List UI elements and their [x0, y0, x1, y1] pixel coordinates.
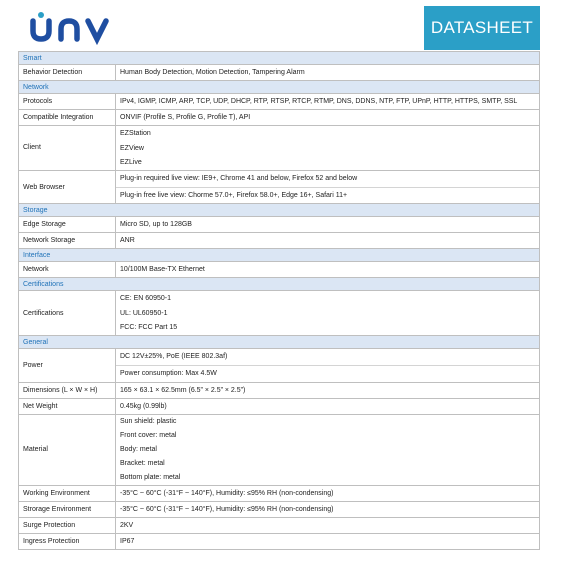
spec-value-list	[116, 349, 540, 383]
section-title: Storage	[19, 204, 540, 217]
spec-value: 165 × 63.1 × 62.5mm (6.5” × 2.5” × 2.5”)	[116, 382, 540, 398]
unv-logo	[28, 10, 114, 46]
table-row	[19, 533, 540, 549]
table-row	[19, 291, 540, 336]
spec-value: Bottom plate: metal	[120, 473, 181, 481]
spec-label: Power	[19, 349, 116, 383]
table-row	[19, 262, 540, 278]
spec-value: IP67	[116, 533, 540, 549]
spec-value: Sun shield: plastic	[120, 417, 177, 425]
spec-value: DC 12V±25%, PoE (IEEE 802.3af)	[120, 353, 228, 361]
spec-value: Front cover: metal	[120, 431, 177, 439]
spec-label: Web Browser	[19, 170, 116, 204]
section-title: Certifications	[19, 278, 540, 291]
spec-label: Protocols	[19, 94, 116, 110]
spec-value: Micro SD, up to 128GB	[116, 217, 540, 233]
table-row	[19, 94, 540, 110]
spec-value: -35°C ~ 60°C (-31°F ~ 140°F), Humidity: ≤95% RH (non-condensing)	[116, 501, 540, 517]
spec-value: 2KV	[116, 517, 540, 533]
table-row	[19, 110, 540, 126]
table-row	[19, 485, 540, 501]
spec-value: EZView	[120, 144, 144, 152]
table-row	[19, 382, 540, 398]
spec-value: ONVIF (Profile S, Profile G, Profile T), API	[116, 110, 540, 126]
spec-label: Network	[19, 262, 116, 278]
spec-label: Dimensions (L × W × H)	[19, 382, 116, 398]
spec-value: 10/100M Base-TX Ethernet	[116, 262, 540, 278]
section-storage	[19, 204, 540, 217]
spec-value: ANR	[116, 233, 540, 249]
spec-value: 0.45kg (0.99lb)	[116, 398, 540, 414]
spec-label: Certifications	[19, 291, 116, 336]
table-row	[19, 501, 540, 517]
spec-label: Network Storage	[19, 233, 116, 249]
spec-value-list	[116, 414, 540, 485]
section-interface	[19, 249, 540, 262]
table-row	[19, 126, 540, 171]
datasheet-title: DATASHEET	[424, 6, 540, 50]
spec-label: Material	[19, 414, 116, 485]
table-row	[19, 170, 540, 204]
table-row	[19, 398, 540, 414]
spec-value: Plug-in free live view: Chorme 57.0+, Firefox 58.0+, Edge 16+, Safari 11+	[116, 187, 539, 204]
spec-value-list	[116, 170, 540, 204]
spec-value: -35°C ~ 60°C (-31°F ~ 140°F), Humidity: ≤95% RH (non-condensing)	[116, 485, 540, 501]
spec-value: Power consumption: Max 4.5W	[116, 365, 539, 382]
spec-value: UL: UL60950-1	[120, 310, 168, 318]
spec-value: Human Body Detection, Motion Detection, Tampering Alarm	[116, 65, 540, 81]
spec-value: FCC: FCC Part 15	[120, 324, 178, 332]
section-general	[19, 336, 540, 349]
spec-value: Bracket: metal	[120, 459, 165, 467]
section-network	[19, 81, 540, 94]
spec-value: Plug-in required live view: IE9+, Chrome 41 and below, Firefox 52 and below	[120, 174, 358, 182]
spec-label: Edge Storage	[19, 217, 116, 233]
table-row	[19, 349, 540, 383]
spec-label: Behavior Detection	[19, 65, 116, 81]
table-row	[19, 414, 540, 485]
spec-table	[18, 51, 540, 550]
unv-logo-mark	[28, 11, 114, 45]
spec-value: EZLive	[120, 158, 142, 166]
section-title: General	[19, 336, 540, 349]
spec-label: Compatible Integration	[19, 110, 116, 126]
spec-label: Ingress Protection	[19, 533, 116, 549]
spec-label: Client	[19, 126, 116, 171]
section-title: Smart	[19, 52, 540, 65]
spec-label: Working Environment	[19, 485, 116, 501]
spec-value: EZStation	[120, 130, 151, 137]
spec-value-list	[116, 291, 540, 336]
section-title: Network	[19, 81, 540, 94]
table-row	[19, 233, 540, 249]
spec-value: CE: EN 60950-1	[120, 295, 171, 303]
section-smart	[19, 52, 540, 65]
spec-label: Strorage Environment	[19, 501, 116, 517]
spec-label: Surge Protection	[19, 517, 116, 533]
table-row	[19, 65, 540, 81]
table-row	[19, 217, 540, 233]
spec-value-list	[116, 126, 540, 171]
table-row	[19, 517, 540, 533]
spec-value: Body: metal	[120, 445, 157, 453]
spec-label: Net Weight	[19, 398, 116, 414]
spec-value: IPv4, IGMP, ICMP, ARP, TCP, UDP, DHCP, RTP, RTSP, RTCP, RTMP, DNS, DDNS, NTP, FTP, UPnP, HTTP, HTTPS, SMTP, SSL	[116, 94, 540, 110]
datasheet-header	[18, 6, 540, 50]
section-certifications	[19, 278, 540, 291]
section-title: Interface	[19, 249, 540, 262]
